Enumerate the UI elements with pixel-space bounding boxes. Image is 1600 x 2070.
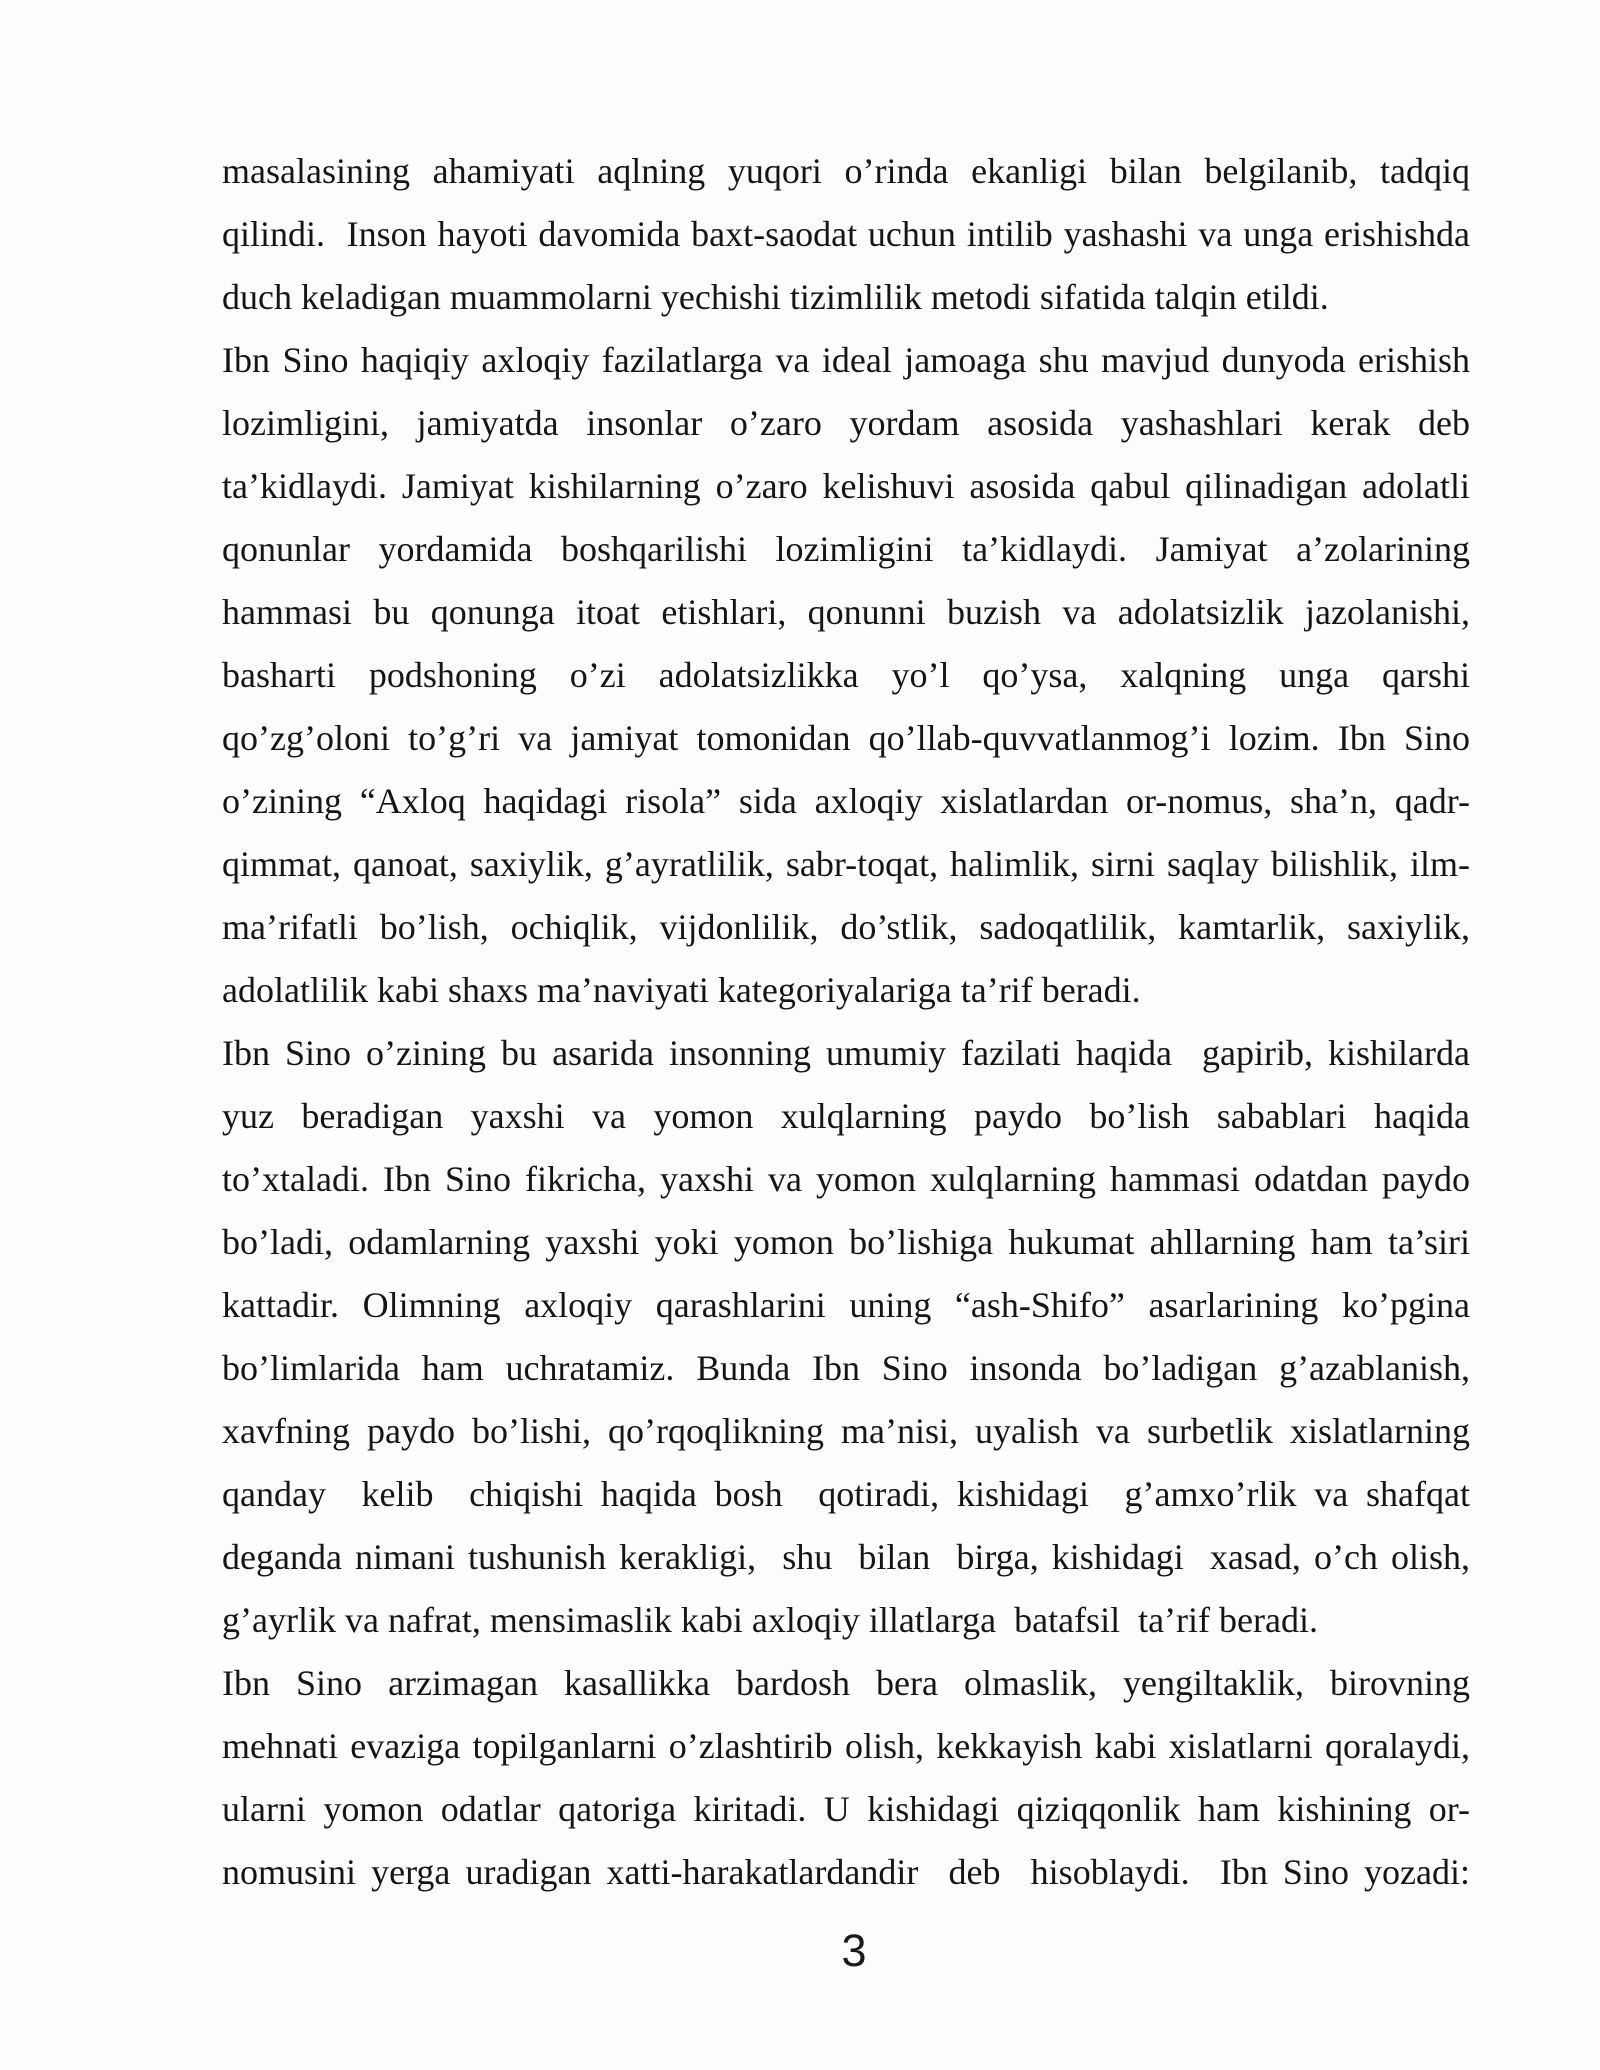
text-line: adolatlilik kabi shaxs ma’naviyati kategoriyalariga ta’rif beradi. bbox=[222, 970, 1141, 1010]
text-line: qonunlar yordamida boshqarilishi lozimligini ta’kidlaydi. Jamiyat a’zolarining bbox=[222, 529, 1470, 569]
text-line: qilindi. Inson hayoti davomida baxt-saodat uchun intilib yashashi va unga erishishda bbox=[222, 214, 1470, 254]
text-line: qanday kelib chiqishi haqida bosh qotiradi, kishidagi g’amxo’rlik va shafqat bbox=[222, 1474, 1470, 1514]
text-line: bo’ladi, odamlarning yaxshi yoki yomon bo’lishiga hukumat ahllarning ham ta’siri bbox=[222, 1222, 1470, 1262]
text-block bbox=[222, 140, 1470, 1904]
text-line: hammasi bu qonunga itoat etishlari, qonunni buzish va adolatsizlik jazolanishi, bbox=[222, 592, 1470, 632]
text-line: ularni yomon odatlar qatoriga kiritadi. U kishidagi qiziqqonlik ham kishining or- bbox=[222, 1789, 1470, 1829]
text-line: kattadir. Olimning axloqiy qarashlarini uning “ash-Shifo” asarlarining ko’pgina bbox=[222, 1285, 1470, 1325]
text-line: Ibn Sino arzimagan kasallikka bardosh bera olmaslik, yengiltaklik, birovning bbox=[222, 1663, 1470, 1703]
page-number: 3 bbox=[841, 1925, 867, 1976]
text-line: deganda nimani tushunish kerakligi, shu bilan birga, kishidagi xasad, o’ch olish, bbox=[222, 1537, 1470, 1577]
text-line: Ibn Sino o’zining bu asarida insonning umumiy fazilati haqida gapirib, kishilarda bbox=[222, 1033, 1470, 1073]
text-line: ta’kidlaydi. Jamiyat kishilarning o’zaro kelishuvi asosida qabul qilinadigan adolatli bbox=[222, 466, 1470, 506]
text-line: masalasining ahamiyati aqlning yuqori o’rinda ekanligi bilan belgilanib, tadqiq bbox=[222, 151, 1470, 191]
text-line: qimmat, qanoat, saxiylik, g’ayratlilik, sabr-toqat, halimlik, sirni saqlay bilishlik, ilm- bbox=[222, 844, 1470, 884]
text-line: yuz beradigan yaxshi va yomon xulqlarning paydo bo’lish sabablari haqida bbox=[222, 1096, 1470, 1136]
text-line: g’ayrlik va nafrat, mensimaslik kabi axloqiy illatlarga batafsil ta’rif beradi. bbox=[222, 1600, 1318, 1640]
text-line: Ibn Sino haqiqiy axloqiy fazilatlarga va ideal jamoaga shu mavjud dunyoda erishish bbox=[222, 340, 1470, 380]
text-line: qo’zg’oloni to’g’ri va jamiyat tomonidan qo’llab-quvvatlanmog’i lozim. Ibn Sino bbox=[222, 718, 1470, 758]
text-line: mehnati evaziga topilganlarni o’zlashtirib olish, kekkayish kabi xislatlarni qoralaydi, bbox=[222, 1726, 1470, 1766]
text-line: basharti podshoning o’zi adolatsizlikka yo’l qo’ysa, xalqning unga qarshi bbox=[222, 655, 1470, 695]
text-line: lozimligini, jamiyatda insonlar o’zaro yordam asosida yashashlari kerak deb bbox=[222, 403, 1470, 443]
text-line: bo’limlarida ham uchratamiz. Bunda Ibn Sino insonda bo’ladigan g’azablanish, bbox=[222, 1348, 1470, 1388]
text-line: to’xtaladi. Ibn Sino fikricha, yaxshi va yomon xulqlarning hammasi odatdan paydo bbox=[222, 1159, 1470, 1199]
text-line: ma’rifatli bo’lish, ochiqlik, vijdonlilik, do’stlik, sadoqatlilik, kamtarlik, saxiylik, bbox=[222, 907, 1470, 947]
text-line: nomusini yerga uradigan xatti-harakatlardandir deb hisoblaydi. Ibn Sino yozadi: bbox=[222, 1852, 1470, 1892]
text-line: duch keladigan muammolarni yechishi tizimlilik metodi sifatida talqin etildi. bbox=[222, 277, 1329, 317]
text-line: xavfning paydo bo’lishi, qo’rqoqlikning ma’nisi, uyalish va surbetlik xislatlarning bbox=[222, 1411, 1470, 1451]
text-line: o’zining “Axloq haqidagi risola” sida axloqiy xislatlardan or-nomus, sha’n, qadr- bbox=[222, 781, 1470, 821]
